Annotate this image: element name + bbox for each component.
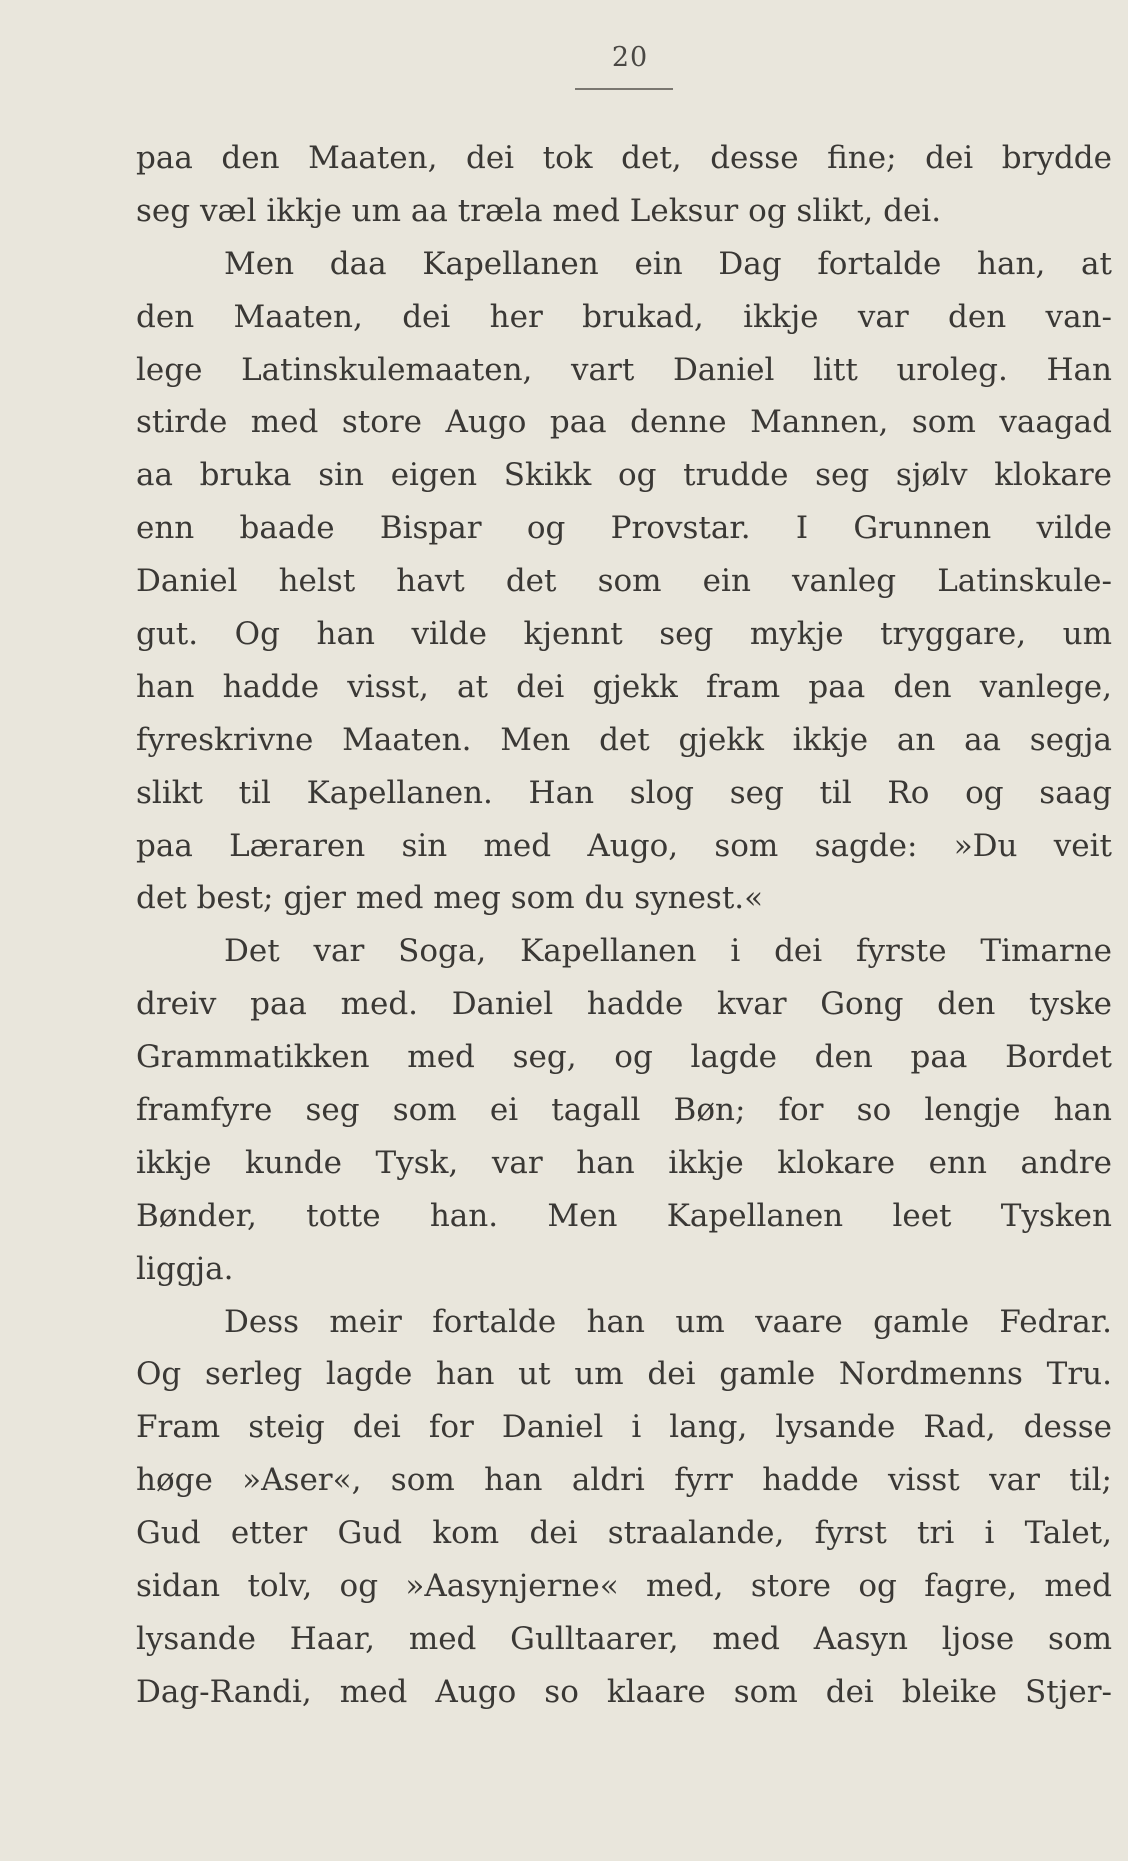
text-line: gut. Og han vilde kjennt seg mykje tryggare, um (136, 616, 1112, 653)
text-line: den Maaten, dei her brukad, ikkje var den van- (136, 298, 1112, 335)
text-line: fyreskrivne Maaten. Men det gjekk ikkje an aa segja (136, 721, 1112, 758)
text-line: slikt til Kapellanen. Han slog seg til Ro og saag (136, 774, 1112, 811)
text-line: liggja. (136, 1250, 234, 1287)
text-line: paa den Maaten, dei tok det, desse fine; dei brydde (136, 140, 1112, 176)
text-line: Fram steig dei for Daniel i lang, lysande Rad, desse (136, 1409, 1112, 1446)
body-text (136, 132, 1112, 1719)
text-line: aa bruka sin eigen Skikk og trudde seg sjølv klokare (136, 457, 1112, 494)
text-line: Grammatikken med seg, og lagde den paa Bordet (136, 1039, 1112, 1076)
page-number-rule (575, 88, 673, 90)
text-line: ikkje kunde Tysk, var han ikkje klokare enn andre (136, 1144, 1112, 1181)
text-line: høge »Aser«, som han aldri fyrr hadde visst var til; (136, 1462, 1112, 1499)
text-line: Dess meir fortalde han um vaare gamle Fedrar. (224, 1303, 1112, 1340)
text-line: sidan tolv, og »Aasynjerne« med, store og fagre, med (136, 1568, 1112, 1605)
text-line: Daniel helst havt det som ein vanleg Latinskule- (136, 563, 1112, 600)
text-line: Det var Soga, Kapellanen i dei fyrste Timarne (224, 933, 1112, 970)
text-line: dreiv paa med. Daniel hadde kvar Gong den tyske (136, 986, 1112, 1023)
text-line: Dag-Randi, med Augo so klaare som dei bleike Stjer- (136, 1673, 1112, 1710)
text-line: Og serleg lagde han ut um dei gamle Nordmenns Tru. (136, 1356, 1112, 1393)
text-line: stirde med store Augo paa denne Mannen, som vaagad (136, 404, 1112, 441)
text-line: seg væl ikkje um aa træla med Leksur og slikt, dei. (136, 192, 942, 229)
text-line: enn baade Bispar og Provstar. I Grunnen vilde (136, 510, 1112, 547)
text-line: det best; gjer med meg som du synest.« (136, 880, 764, 917)
page-number: 20 (611, 42, 649, 73)
text-line: Gud etter Gud kom dei straalande, fyrst tri i Talet, (136, 1515, 1112, 1552)
text-line: han hadde visst, at dei gjekk fram paa den vanlege, (136, 668, 1112, 705)
text-line: Men daa Kapellanen ein Dag fortalde han, at (224, 245, 1112, 282)
text-line: lege Latinskulemaaten, vart Daniel litt uroleg. Han (136, 351, 1112, 388)
text-line: paa Læraren sin med Augo, som sagde: »Du veit (136, 827, 1112, 864)
text-line: lysande Haar, med Gulltaarer, med Aasyn ljose som (136, 1620, 1112, 1657)
text-line: framfyre seg som ei tagall Bøn; for so lengje han (136, 1092, 1112, 1129)
text-line: Bønder, totte han. Men Kapellanen leet Tysken (136, 1197, 1112, 1234)
